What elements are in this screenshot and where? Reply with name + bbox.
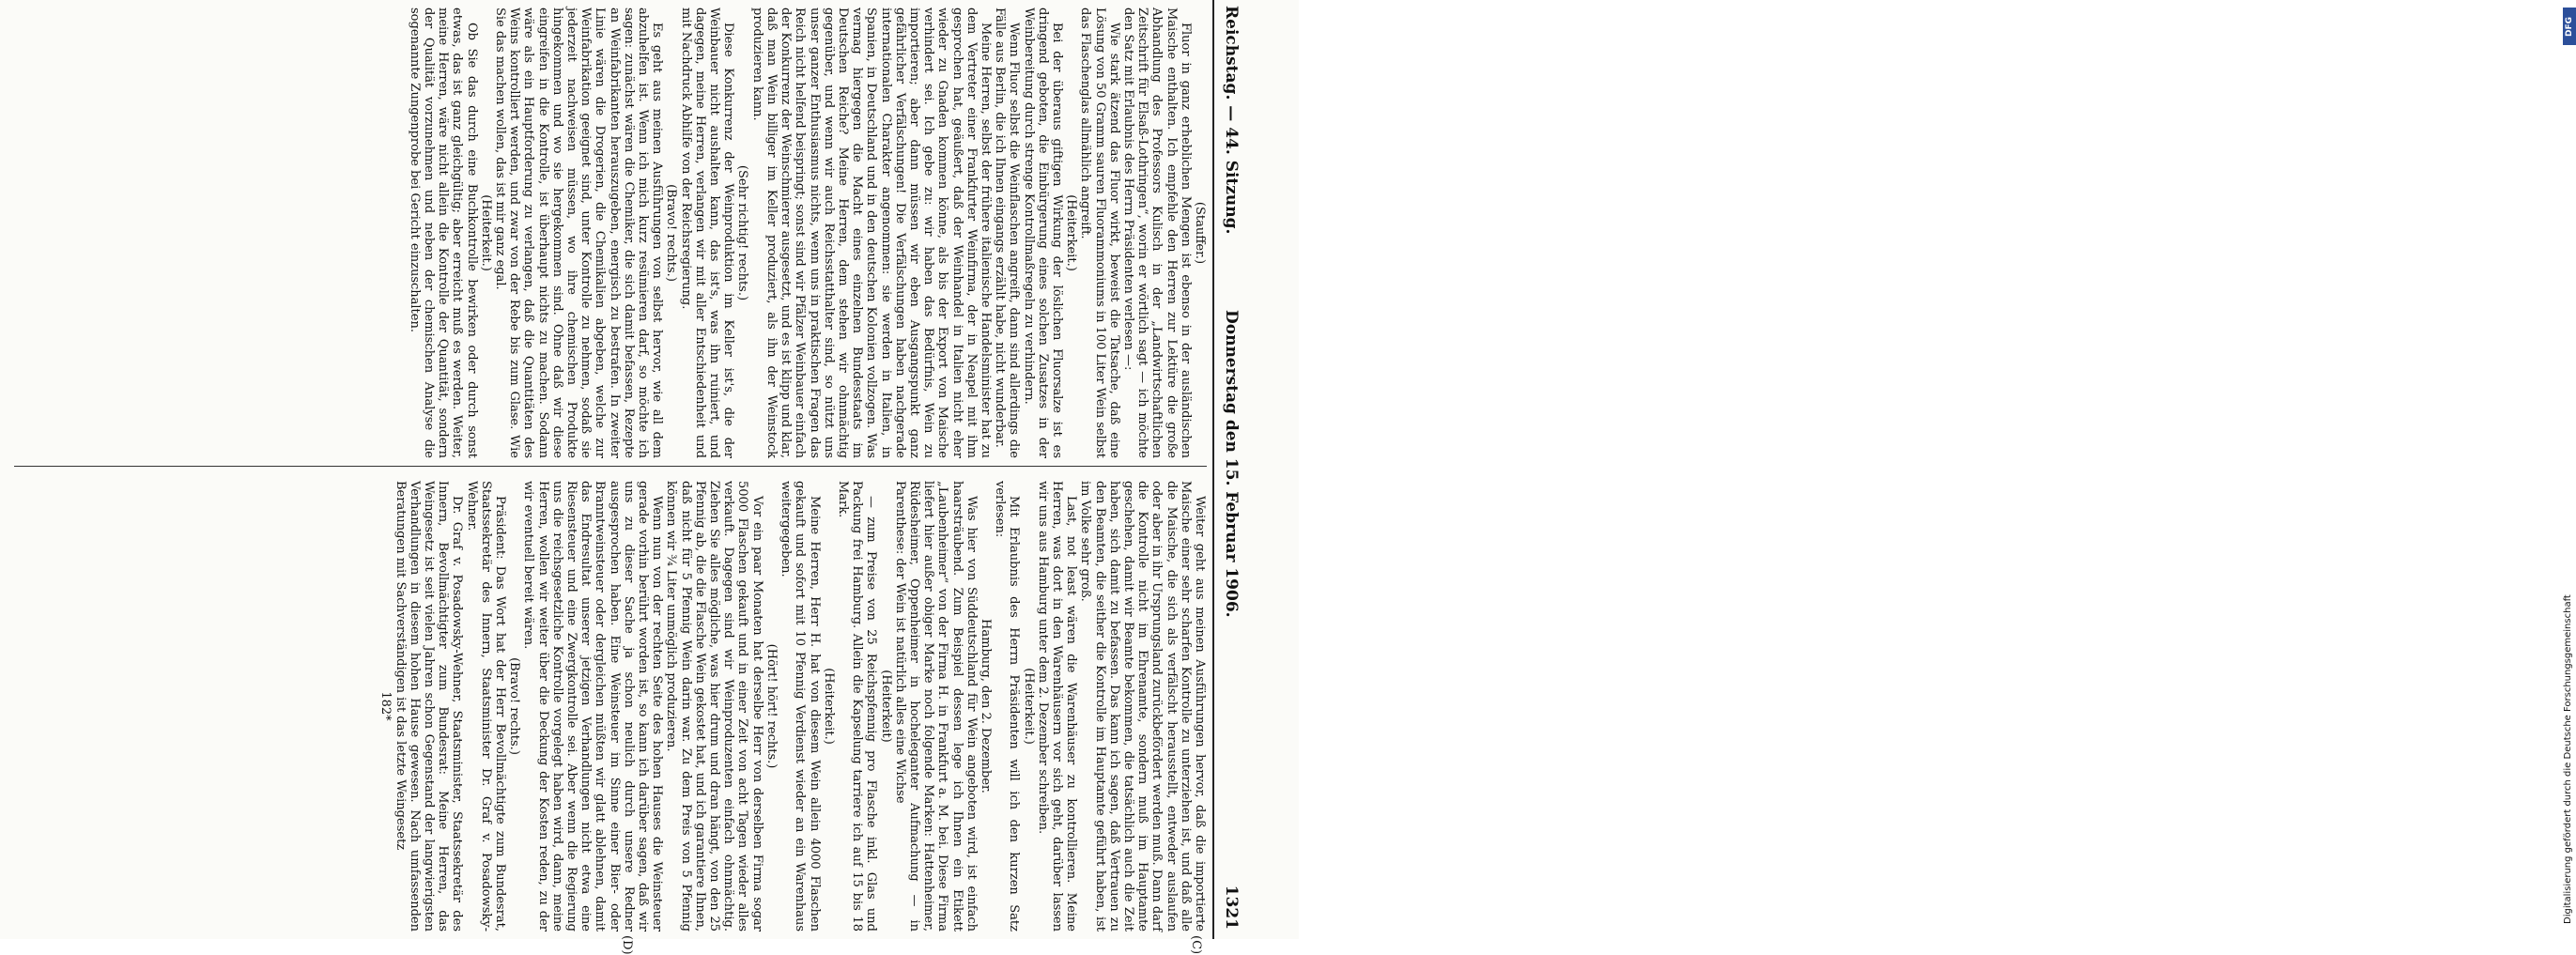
paragraph: Was hier von Süddeutschland für Wein angeboten wird, ist einfach haarsträubend. Zum Beispiel dessen lege ich Ihnen ein Etikett „Laubenheimer“ von der Firma H. in Frankfurt a. M. bei. Diese Firma liefert hier außer obiger Marke noch folgende Marken: Hattenheimer, Rüdesheimer, Oppenheimer in hocheleganter Aufmachung — in Parenthese: der Wein ist natürlich alles eine Wichse bbox=[892, 481, 979, 932]
paragraph: Meine Herren, selbst der frühere italienische Handelsminister hat zu dem Vertreter einer Frankfurter Weinfirma, der in Neapel mit ihm gesprochen hat, geäußert, daß der Weinhandel in Italien nicht eher wieder zu Gnaden kommen könne, als bis der Export von Maische verhindert sei. Ich gebe zu: wir haben das Bedürfnis, Wein zu importieren; aber dann müssen wir eben Ausgangspunkt ganz gefährlicher Verfälschungen! Die Verfälschungen haben nachgerade internationalen Charakter angenommen: sie werden in Italien, in Spanien, in Deutschland und in den deutschen Kolonien vollzogen. Was vermag hiergegen die Macht eines einzelnen Bundesstaats im Deutschen Reiche? Meine Herren, dem stehen wir ohnmächtig gegenüber, und wenn wir auch Reichsstatthalter sind, so nützt uns unser ganzer Enthusiasmus nichts, wenn uns in praktischen Fragen das Reich nicht helfend beispringt; sonst sind wir Pfälzer Weinbauer einfach der Konkurrenz der Weinschmierer ausgesetzt, und es ist klipp und klar, daß man Wein billiger im Keller produziert, als ihn der Weinstock produzieren kann. bbox=[749, 8, 993, 458]
paragraph: Fluor in ganz erheblichen Mengen ist ebenso in der ausländischen Maische enthalten. Ich empfehle den Herren zur Lektüre die große Abhandlung des Professors Kulisch in der „Landwirtschaftlichen Zeitschrift für Elsaß-Lothringen“, worin er wörtlich sagt — ich möchte den Satz mit Erlaubnis des Herrn Präsidenten verlesen —: bbox=[1120, 8, 1193, 458]
right-text-column bbox=[14, 481, 1207, 932]
paragraph: Last, not least wären die Warenhäuser zu kontrollieren. Meine Herren, was dort in den Warenhäusern vor sich geht, darüber lassen wir uns aus Hamburg unter dem 2. Dezember schreiben. bbox=[1035, 481, 1079, 932]
paragraph: Mit Erlaubnis des Herrn Präsidenten will ich den kurzen Satz verlesen: bbox=[993, 481, 1022, 932]
page-number: 1321 bbox=[1222, 885, 1241, 930]
paragraph: Ob Sie das durch eine Buchkontrolle bewirken oder durch sonst etwas, das ist ganz gleichgültig; aber erreicht muß es werden. Weiter, meine Herren, wäre nicht allein die Kontrolle der Quantität, sondern der Qualität vorzunehmen und neben der chemischen Analyse die sogenannte Zungenprobe bei Gericht einzuschalten. bbox=[407, 8, 479, 458]
dfg-credit-text: Digitalisierung gefördert durch die Deutsche Forschungsgemeinschaft bbox=[2563, 594, 2573, 924]
paragraph: Bei der überaus giftigen Wirkung der löslichen Fluorsalze ist es dringend geboten, die Einbürgerung eines solchen Zusatzes in der Weinbereitung durch strenge Kontrollmaßregeln zu verhindern. bbox=[1021, 8, 1064, 458]
page-header bbox=[1209, 0, 1246, 939]
paragraph: 182* bbox=[378, 691, 393, 721]
margin-marker-d: (D) bbox=[620, 935, 634, 955]
header-rule bbox=[1212, 0, 1214, 939]
paragraph: — zum Preise von 25 Reichspfennig pro Flasche inkl. Glas und Packung frei Hamburg. Allein die Kapselung tarriere ich auf 15 bis 18 Mark. bbox=[835, 481, 879, 932]
paragraph: Weiter geht aus meinen Ausführungen hervor, daß die importierte Maische einer sehr scharfen Kontrolle zu unterziehen ist, und daß alle die Maische, die sich als verfälscht herausstellt, entweder auslaufen oder aber in ihr Ursprungsland zurückbefördert werden muß. Dann darf die Kontrolle nicht im Ehrenamte, sondern muß im Hauptamte geschehen, damit wir Beamte bekommen, die tatsächlich auch die Zeit haben, sich damit zu befassen. Das kann ich sagen, daß Vertrauen zu den Beamten, die seither die Kontrolle im Hauptamte geführt haben, ist im Volke sehr groß. bbox=[1078, 481, 1207, 932]
paragraph: (Heiterkeit.) bbox=[478, 194, 493, 271]
paragraph: Präsident: Das Wort hat der Herr Bevollmächtigte zum Bundesrat, Staatssekretär des Innern, Staatsminister Dr. Graf v. Posadowsky-Wehner. bbox=[464, 481, 508, 932]
paragraph: Wenn nun von der rechten Seite des hohen Hauses die Weinsteuer gerade vorhin berührt worden ist, so kann ich darüber sagen, daß wir uns zu dieser Sache ja schon neulich durch unsere Redner ausgesprochen haben. Eine Weinsteuer im Sinne einer Bier- oder Branntweinsteuer oder dergleichen müßten wir glatt ablehnen, damit das Endresultat unserer jetzigen Verhandlungen nicht etwa eine Riesensteuer und eine Zwergkontrolle sei. Aber wenn die Regierung uns die reichsgesetzliche Kontrolle vorgelegt haben wird, dann, meine Herren, wollen wir weiter über die Deckung der Kosten reden, zu der wir eventuell bereit wären. bbox=[521, 481, 665, 932]
paragraph: (Sehr richtig! rechts.) bbox=[735, 164, 750, 301]
paragraph: (Heiterkeit) bbox=[878, 670, 893, 743]
left-text-column bbox=[14, 8, 1207, 458]
paragraph: Meine Herren, Herr H. hat von diesem Wein allein 4000 Flaschen gekauft und sofort mit 10 Pfennig Verdienst wieder an ein Warenhaus weitergegeben. bbox=[779, 481, 822, 932]
dfg-logo: DFG bbox=[2563, 8, 2576, 45]
paragraph: Hamburg, den 2. Dezember. bbox=[978, 619, 993, 793]
header-date: Donnerstag den 15. Februar 1906. bbox=[1222, 310, 1241, 618]
paragraph: (Bravo! rechts.) bbox=[664, 184, 679, 282]
margin-marker-c: (C) bbox=[1189, 935, 1203, 955]
paragraph: Es geht aus meinen Ausführungen von selbst hervor, wie all dem abzuhelfen ist. Wenn ich mich kurz resümieren darf, so möchte ich sagen: zunächst wären die Chemiker, die sich damit befassen, Rezepte an Weinfabrikanten herauszugeben, energisch zu bestrafen. In zweiter Linie wären die Drogerien, die Chemikalien abgeben, welche zur Weinfabrikation geeignet sind, unter Kontrolle zu nehmen, sodaß sie jederzeit nachweisen müssen, wo ihre chemischen Produkte hingekommen und wo sie hergekommen sind. Ohne daß wir diese eingreifen in die Kontrolle, ist überhaupt nichts zu machen. Sodann wäre als ein Hauptforderung zu verlangen, daß die Quantitäten des Weins kontrolliert werden, und zwar von der Rebe bis zum Glase. Wie Sie das machen wollen, das ist mir ganz egal. bbox=[493, 8, 665, 458]
paragraph: (Bravo! rechts.) bbox=[507, 657, 522, 755]
column-divider bbox=[14, 466, 1207, 467]
paragraph: (Heiterkeit.) bbox=[1021, 668, 1036, 745]
paragraph: (Stauffer.) bbox=[1193, 201, 1207, 265]
paragraph: (Heiterkeit.) bbox=[1064, 194, 1079, 271]
paragraph: Wie stark ätzend das Fluor wirkt, beweist die Tatsache, daß eine Lösung von 50 Gramm sauren Fluorammoniums in 100 Liter Wein selbst das Flaschenglas allmählich angreift. bbox=[1078, 8, 1121, 458]
paragraph: Wenn Fluor selbst die Weinflaschen angreift, dann sind allerdings die Fälle aus Berlin, die ich Ihnen eingangs erzählt habe, nicht wunderbar. bbox=[993, 8, 1022, 458]
digitization-strip bbox=[1280, 0, 2574, 939]
paragraph: (Hört! hört! rechts.) bbox=[764, 643, 779, 769]
header-left: Reichstag. — 44. Sitzung. bbox=[1222, 6, 1241, 235]
paragraph: Vor ein paar Monaten hat derselbe Herr von derselben Firma sogar 5000 Flaschen gekauft und in einer Zeit von acht Tagen wieder alles verkauft. Dagegen sind wir Weinproduzenten einfach ohnmächtig. Ziehen Sie alles mögliche, was hier drum und dran hängt, von den 25 Pfennig ab, die die Flasche Wein gekostet hat, und ich garantiere Ihnen, daß nicht für 5 Pfennig Wein darin war. Zu dem Preis von 5 Pfennig können wir ¾ Liter unmöglich produzieren. bbox=[664, 481, 764, 932]
paragraph: Diese Konkurrenz der Weinproduktion im Keller ist's, die der Weinbauer nicht aushalten kann, das ist's, was ihn ruiniert, und dagegen, meine Herren, verlangen wir mit aller Entschiedenheit und mit Nachdruck Abhilfe von der Reichsregierung. bbox=[678, 8, 736, 458]
paragraph: Dr. Graf v. Posadowsky-Wehner, Staatsminister, Staatssekretär des Innern, Bevollmächtigter zum Bundesrat: Meine Herren, das Weingesetz ist seit vielen Jahren schon Gegenstand der langwierigsten Verhandlungen in diesem hohen Hause gewesen. Nach umfassenden Beratungen mit Sachverständigen ist das letzte Weingesetz bbox=[393, 481, 465, 932]
paragraph: (Heiterkeit.) bbox=[821, 668, 836, 745]
